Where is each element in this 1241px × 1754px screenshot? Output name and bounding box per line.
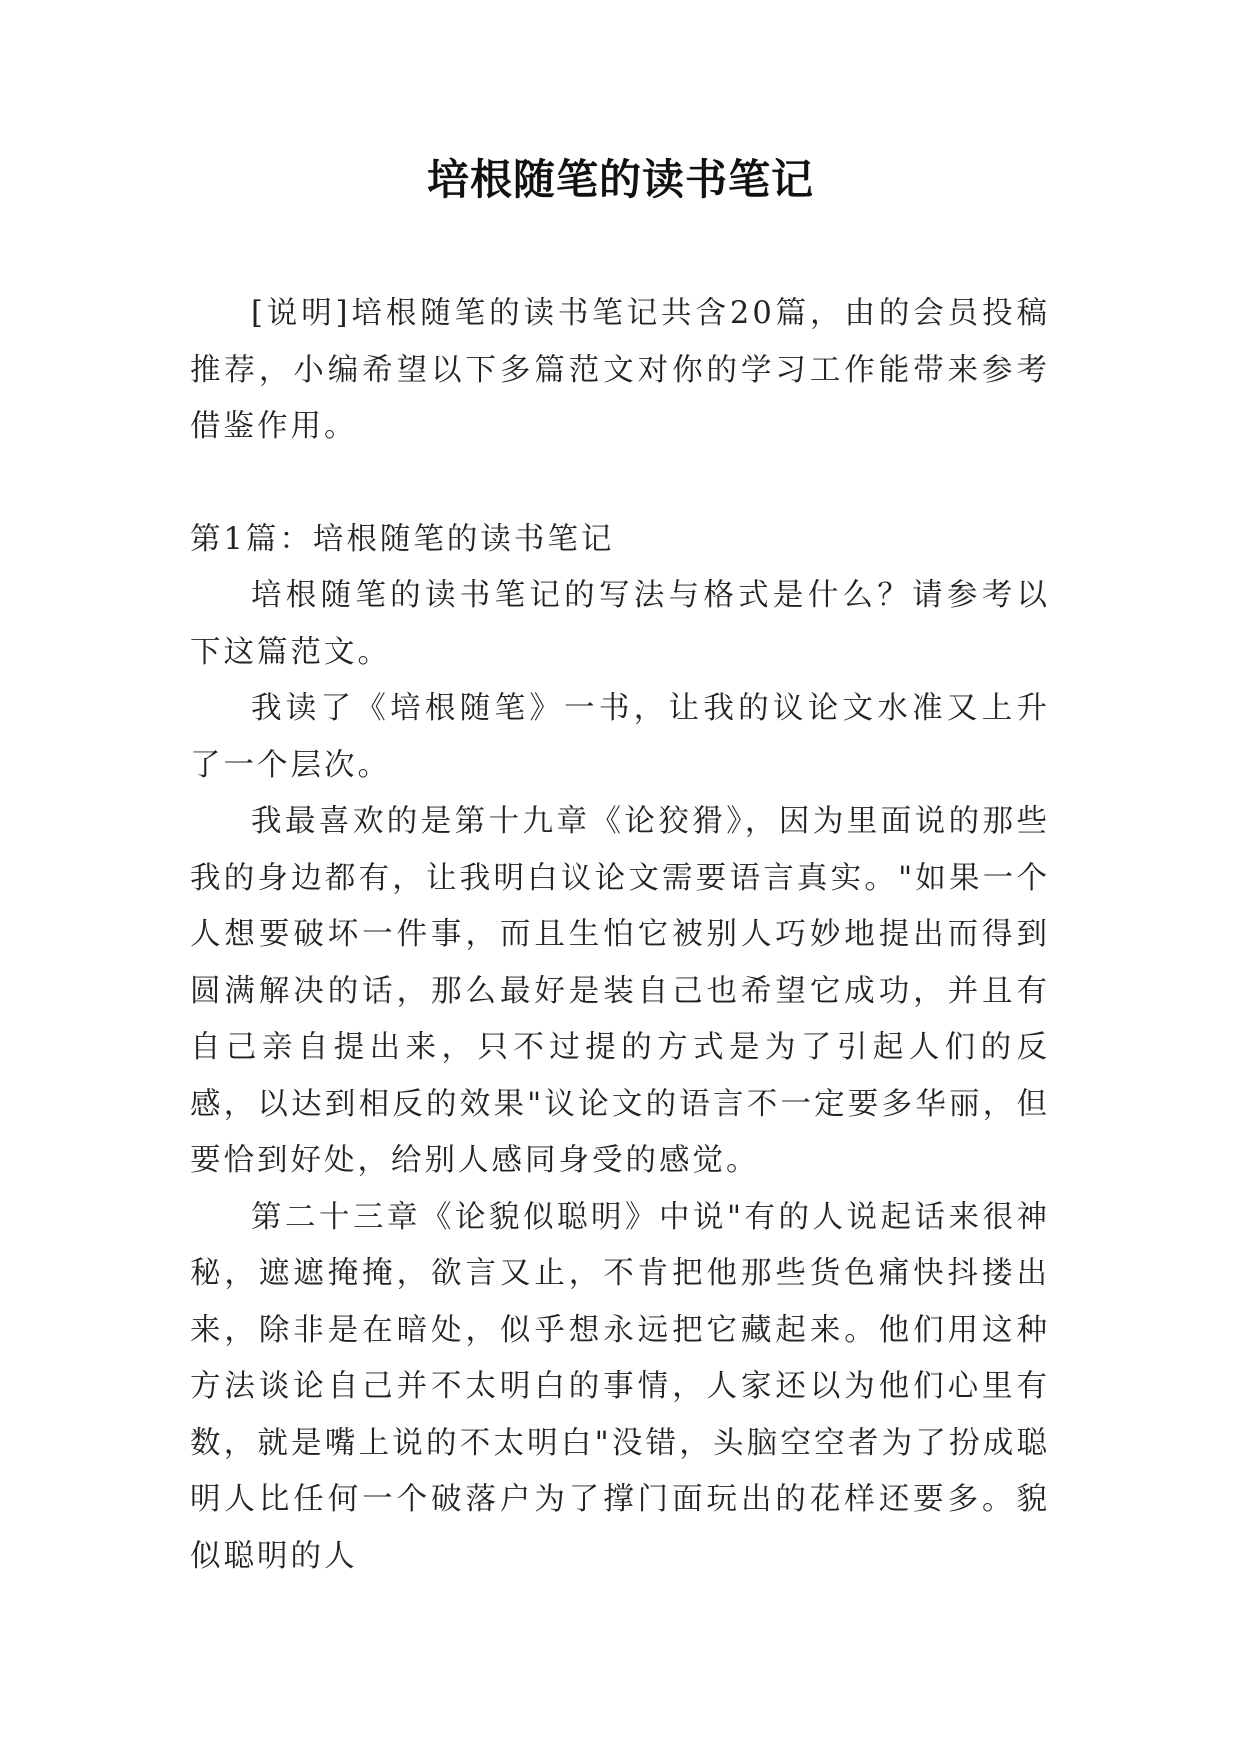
document-body [190, 286, 1050, 1585]
body-paragraph: 我读了《培根随笔》一书，让我的议论文水准又上升了一个层次。 [190, 691, 1050, 783]
section-heading: 第1篇：培根随笔的读书笔记 [190, 521, 615, 557]
document-title: 培根随笔的读书笔记 [426, 155, 814, 204]
body-paragraph: 培根随笔的读书笔记的写法与格式是什么？请参考以下这篇范文。 [190, 578, 1050, 670]
intro-paragraph: [说明]培根随笔的读书笔记共含20篇，由的会员投稿推荐，小编希望以下多篇范文对你的学习工作能带来参考借鉴作用。 [190, 296, 1050, 444]
body-paragraph: 我最喜欢的是第十九章《论狡猾》，因为里面说的那些我的身边都有，让我明白议论文需要语言真实。"如果一个人想要破坏一件事，而且生怕它被别人巧妙地提出而得到圆满解决的话，那么最好是装自己也希望它成功，并且有自己亲自提出来，只不过提的方式是为了引起人们的反感，以达到相反的效果"议论文的语言不一定要多华丽，但要恰到好处，给别人感同身受的感觉。 [190, 804, 1050, 1178]
body-paragraph: 第二十三章《论貌似聪明》中说"有的人说起话来很神秘，遮遮掩掩，欲言又止，不肯把他那些货色痛快抖搂出来，除非是在暗处，似乎想永远把它藏起来。他们用这种方法谈论自己并不太明白的事情，人家还以为他们心里有数，就是嘴上说的不太明白"没错，头脑空空者为了扮成聪明人比任何一个破落户为了撑门面玩出的花样还要多。貌似聪明的人 [190, 1199, 1050, 1574]
